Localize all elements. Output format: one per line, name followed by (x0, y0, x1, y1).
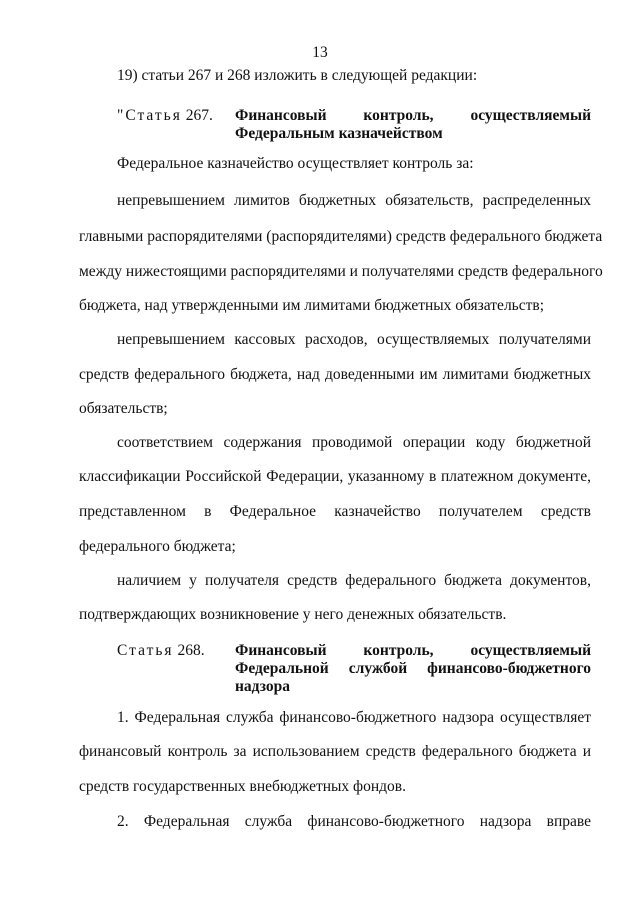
article-268-title-line: надзора (235, 678, 290, 695)
paragraph-line: между нижестоящими распорядителями и получателями средств федерального (79, 263, 603, 280)
paragraph-line: средств государственных внебюджетных фондов. (79, 778, 406, 795)
paragraph-267-intro: Федеральное казначейство осуществляет контроль за: (117, 155, 474, 172)
paragraph-line: непревышением лимитов бюджетных обязательств, распределенных (117, 192, 591, 209)
paragraph-line: главными распорядителями (распорядителями) средств федерального бюджета (79, 228, 603, 245)
article-267-title-line: Финансовый контроль, осуществляемый (235, 107, 591, 124)
article-268-title (235, 642, 591, 696)
paragraph-line: 1. Федеральная служба финансово-бюджетного надзора осуществляет (117, 709, 591, 726)
paragraph-line: федерального бюджета; (79, 538, 236, 555)
article-267-title (235, 107, 591, 143)
article-267-word: "Статья (117, 107, 182, 124)
paragraph-line: 2. Федеральная служба финансово-бюджетного надзора вправе (117, 813, 591, 830)
paragraph-line: представленном в Федеральное казначейство получателем средств (79, 503, 591, 520)
paragraph-line: классификации Российской Федерации, указанному в платежном документе, (79, 468, 591, 485)
article-268-title-line: Федеральной службой финансово-бюджетного (235, 660, 591, 677)
page-number: 13 (312, 44, 328, 61)
paragraph-line: обязательств; (79, 400, 168, 417)
article-268-title-line: Финансовый контроль, осуществляемый (235, 642, 591, 659)
paragraph-line: финансовый контроль за использованием средств федерального бюджета и (79, 743, 591, 760)
paragraph-line: бюджета, над утвержденными им лимитами бюджетных обязательств; (79, 297, 545, 314)
paragraph-line: непревышением кассовых расходов, осуществляемых получателями (117, 331, 591, 348)
article-268-label (117, 642, 205, 660)
article-267-title-line: Федеральным казначейством (235, 125, 443, 142)
article-267-number: 267. (185, 107, 213, 124)
article-268-word: Статья (117, 642, 174, 659)
paragraph-line: подтверждающих возникновение у него денежных обязательств. (79, 606, 507, 623)
article-268-number: 268. (177, 642, 205, 659)
article-267-label (117, 107, 213, 125)
paragraph-line: наличием у получателя средств федерального бюджета документов, (117, 572, 591, 589)
amendment-intro: 19) статьи 267 и 268 изложить в следующей редакции: (117, 67, 478, 84)
paragraph-line: соответствием содержания проводимой операции коду бюджетной (117, 434, 591, 451)
paragraph-line: средств федерального бюджета, над доведенными им лимитами бюджетных (79, 366, 591, 383)
